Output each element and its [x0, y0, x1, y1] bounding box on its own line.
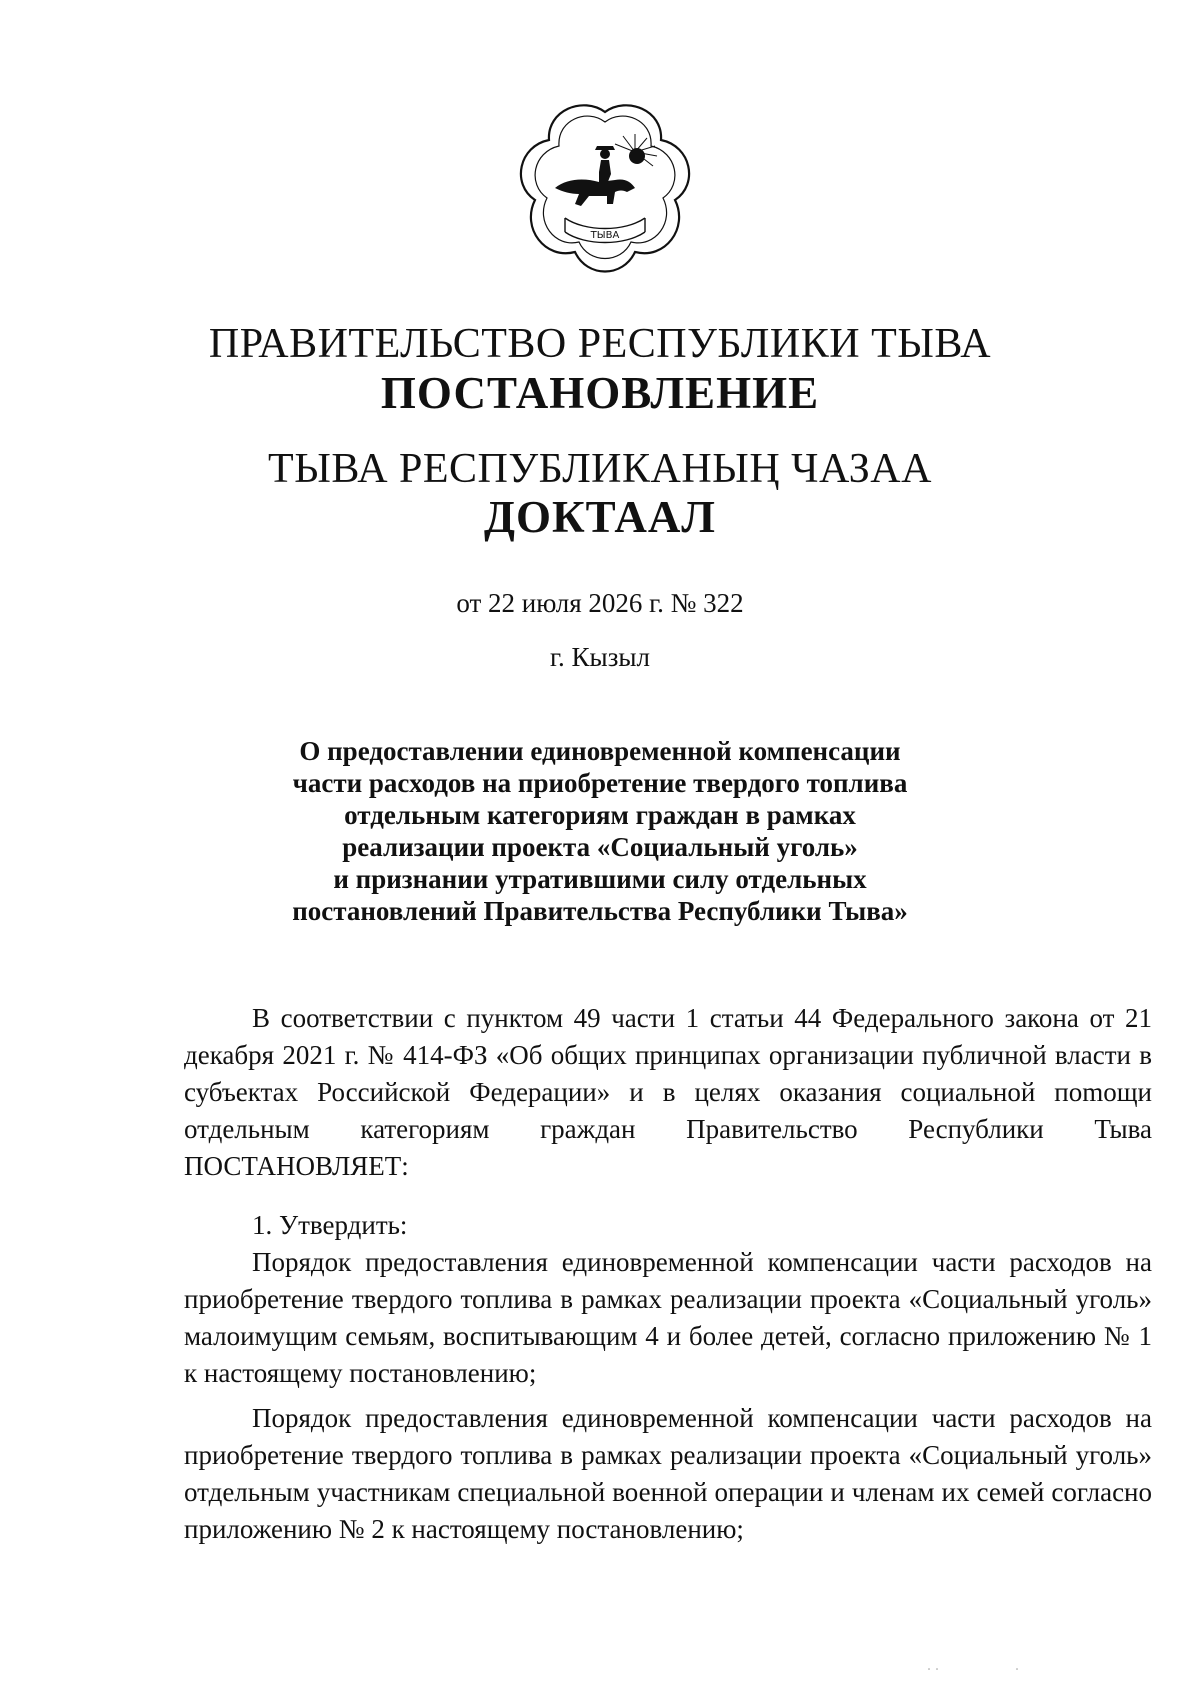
title-line: О предоставлении единовременной компенсации [299, 736, 901, 766]
title-line: отдельным категориям граждан в рамках [344, 800, 856, 830]
document-type-tyv: ДОКТААЛ [484, 492, 716, 542]
document-date-number: от 22 июля 2026 г. № 322 [456, 588, 744, 618]
document-body [184, 1000, 1152, 1548]
document-city: г. Кызыл [550, 642, 650, 672]
government-name-ru: ПРАВИТЕЛЬСТВО РЕСПУБЛИКИ ТЫВА [208, 321, 992, 367]
preamble-paragraph: В соответствии с пунктом 49 части 1 статьи 44 Федерального закона от 21 декабря 2021 г. № 414-ФЗ «Об общих принципах организации публичной власти в субъектах Российской Федерации» и в целях оказания социальной поmощи отдельным категориям граждан Правительство Республики Тыва ПОСТАНОВЛЯЕТ: [184, 1003, 1152, 1181]
svg-text:ТЫВА: ТЫВА [590, 230, 620, 241]
scan-noise-dots [925, 1665, 1025, 1673]
title-line: постановлений Правительства Республики Тыва» [292, 896, 908, 926]
title-line: реализации проекта «Социальный уголь» [342, 832, 858, 862]
document-type-ru: ПОСТАНОВЛЕНИЕ [380, 368, 820, 418]
title-line: и признании утратившими силу отдельных [333, 864, 867, 894]
document-title [0, 735, 1200, 927]
tuva-emblem-icon [515, 100, 695, 280]
body-paragraph: Порядок предоставления единовременной компенсации части расходов на приобретение твердого топлива в рамках реализации проекта «Социальный уголь» малоимущим семьям, воспитывающим 4 и более детей, согласно приложению № 1 к настоящему постановлению; [184, 1247, 1152, 1388]
title-line: части расходов на приобретение твердого топлива [292, 768, 908, 798]
government-name-tyv: ТЫВА РЕСПУБЛИКАНЫҢ ЧАЗАА [268, 446, 932, 492]
item-1-heading: 1. Утвердить: [252, 1210, 408, 1240]
body-paragraph: Порядок предоставления единовременной компенсации части расходов на приобретение твердого топлива в рамках реализации проекта «Социальный уголь» отдельным участникам специальной военной операции и членам их семей согласно приложению № 2 к настоящему постановлению; [184, 1403, 1152, 1544]
